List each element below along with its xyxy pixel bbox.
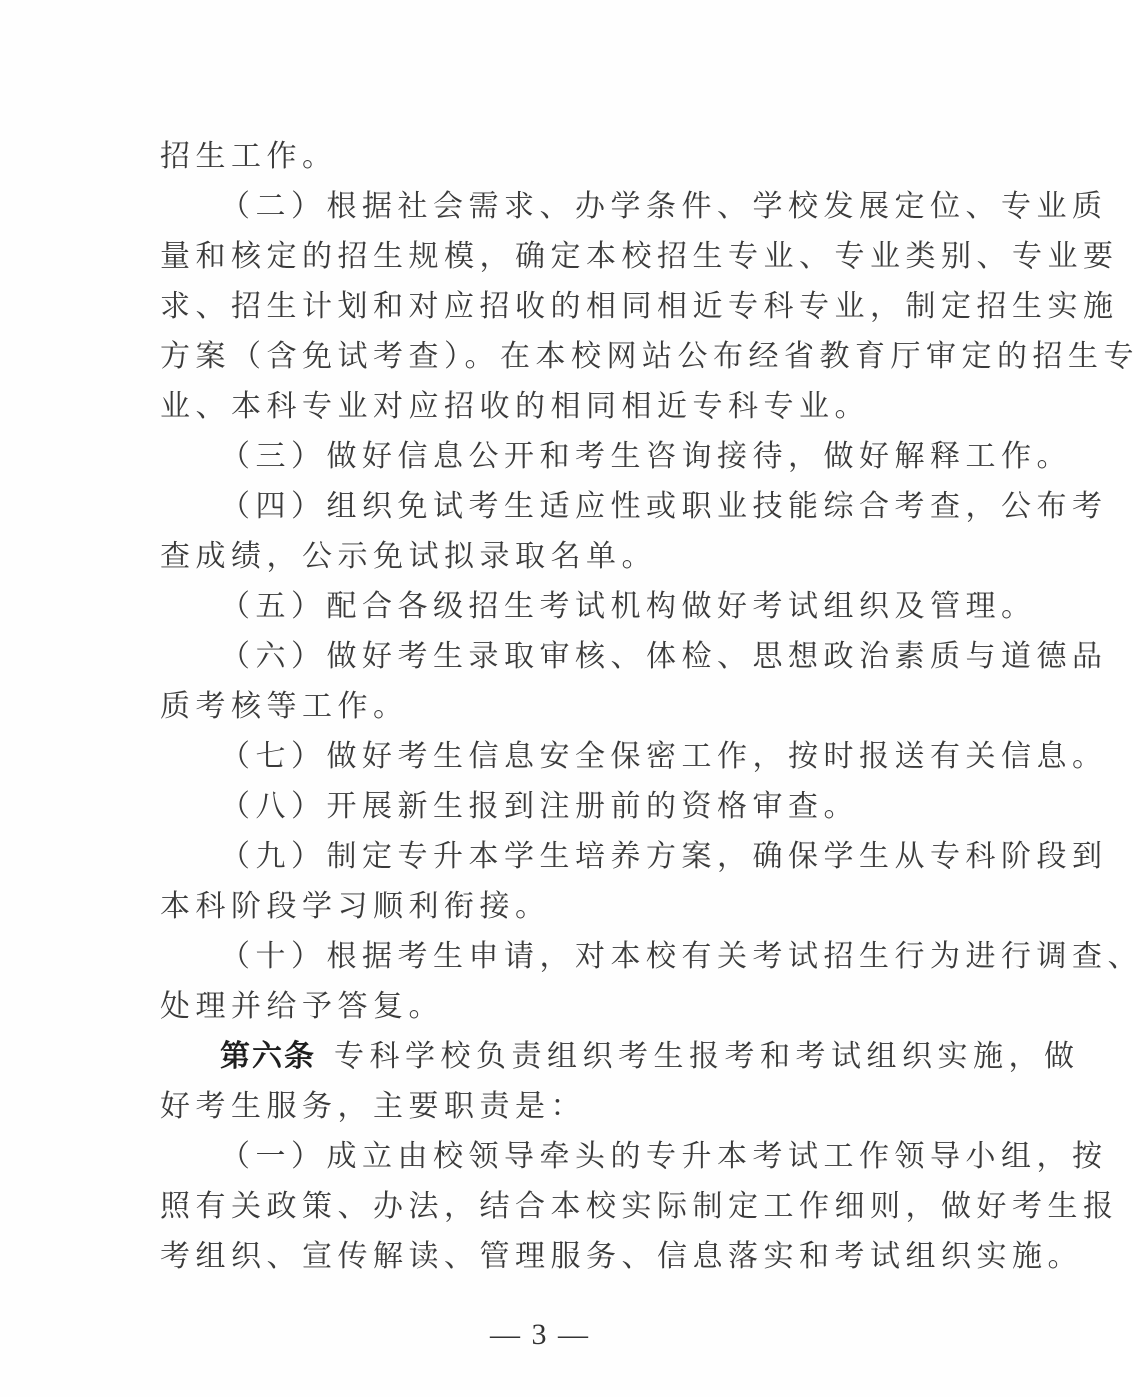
text-line: 查成绩，公示免试拟录取名单。 [160,539,657,574]
text-line: （九）制定专升本学生培养方案，确保学生从专科阶段到 [220,839,1108,874]
text-line: （三）做好信息公开和考生咨询接待，做好解释工作。 [220,439,1072,474]
text-line: 考组织、宣传解读、管理服务、信息落实和考试组织实施。 [160,1239,1083,1274]
text-line: 业、本科专业对应招收的相同相近专科专业。 [160,389,870,424]
text-line: 好考生服务，主要职责是： [160,1089,586,1124]
text-line: （六）做好考生录取审核、体检、思想政治素质与道德品 [220,639,1108,674]
article-label: 第六条 [220,1039,316,1074]
text-line: （二）根据社会需求、办学条件、学校发展定位、专业质 [220,189,1108,224]
page-number: — 3 — [490,1318,590,1351]
text-line: 本科阶段学习顺利衔接。 [160,889,551,924]
text-line: （十）根据考生申请，对本校有关考试招生行为进行调查、 [220,939,1143,974]
text-line: （八）开展新生报到注册前的资格审查。 [220,789,859,824]
text-line: （一）成立由校领导牵头的专升本考试工作领导小组，按 [220,1139,1108,1174]
text-line: （五）配合各级招生考试机构做好考试组织及管理。 [220,589,1037,624]
text-line: （七）做好考生信息安全保密工作，按时报送有关信息。 [220,739,1108,774]
text-line: 求、招生计划和对应招收的相同相近专科专业，制定招生实施 [160,289,1119,324]
text-line: （四）组织免试考生适应性或职业技能综合考查，公布考 [220,489,1108,524]
text-line: 处理并给予答复。 [160,989,444,1024]
text-line: 照有关政策、办法，结合本校实际制定工作细则，做好考生报 [160,1189,1119,1224]
text-line: 招生工作。 [160,139,338,174]
text-line: 量和核定的招生规模，确定本校招生专业、专业类别、专业要 [160,239,1119,274]
text-line: 质考核等工作。 [160,689,409,724]
article-line [220,1039,1080,1074]
text-line: 专科学校负责组织考生报考和考试组织实施，做 [334,1039,1080,1074]
text-line: 方案（含免试考查）。在本校网站公布经省教育厅审定的招生专 [160,339,1139,374]
